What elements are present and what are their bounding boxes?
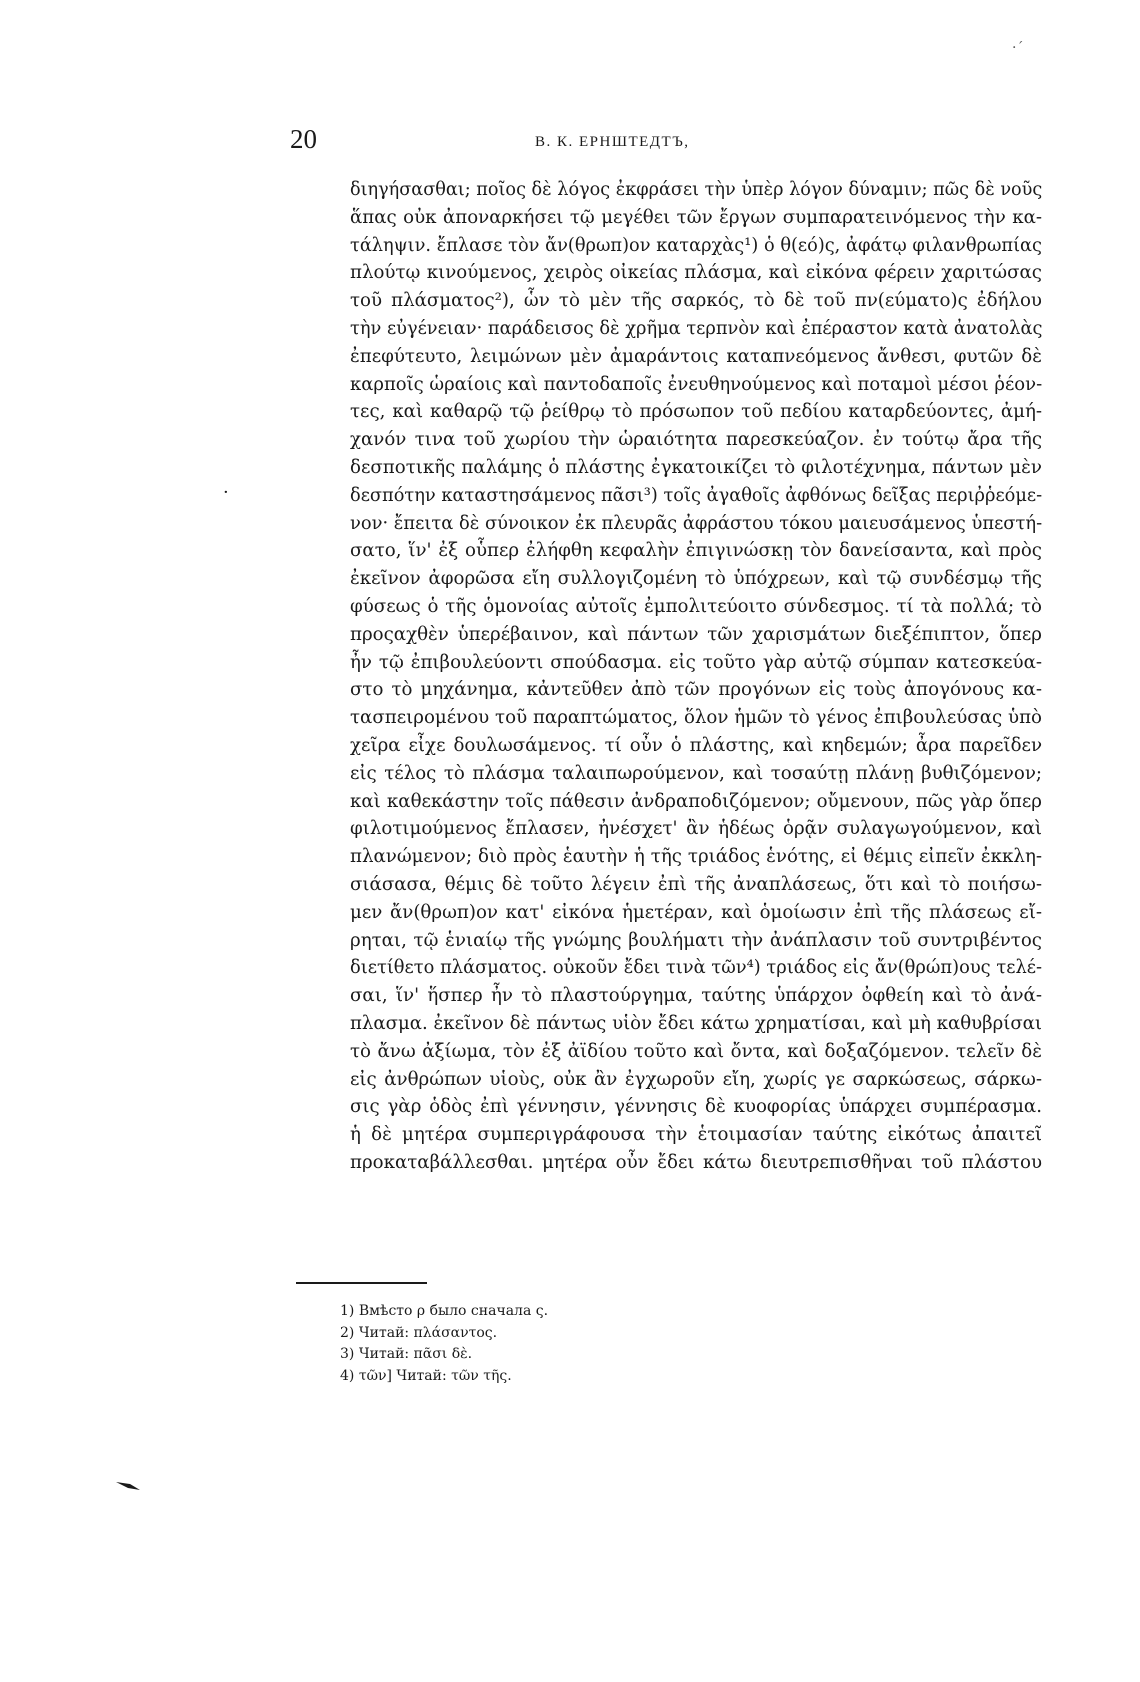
footnotes xyxy=(340,1301,548,1387)
text-line: πλασμα. ἐκεῖνον δὲ πάντως υἱὸν ἔδει κάτω χρηματίσαι, καὶ μὴ καθυβρίσαι xyxy=(350,1012,1043,1034)
text-line: μεν ἄν(θρωπ)ον κατ' εἰκόνα ἡμετέραν, καὶ ὁμοίωσιν ἐπὶ τῆς πλάσεως εἴ- xyxy=(350,901,1042,923)
page-number: 20 xyxy=(290,124,317,154)
text-line: χανόν τινα τοῦ χωρίου τὴν ὡραιότητα παρεσκεύαζον. ἐν τούτῳ ἄρα τῆς xyxy=(350,429,1042,451)
text-line: νον· ἔπειτα δὲ σύνοικον ἐκ πλευρᾶς ἀφράστου τόκου μαιευσάμενος ὑπεστή- xyxy=(350,512,1043,534)
text-line: ρηται, τῷ ἑνιαίῳ τῆς γνώμης βουλήματι τὴν ἀνάπλασιν τοῦ συντριβέντος xyxy=(350,929,1042,951)
text-line: ἡ δὲ μητέρα συμπεριγράφουσα τὴν ἑτοιμασίαν ταύτης εἰκότως ἀπαιτεῖ xyxy=(350,1124,1042,1146)
footnote: 4) τῶν] Читай: τῶν τῆς. xyxy=(340,1367,512,1384)
footnote: 2) Читай: πλάσαντος. xyxy=(340,1324,498,1341)
text-line: σατο, ἵν' ἐξ οὗπερ ἐλήφθη κεφαλὴν ἐπιγινώσκῃ τὸν δανείσαντα, καὶ πρὸς xyxy=(350,540,1042,562)
text-line: χεῖρα εἶχε δουλωσάμενος. τί οὖν ὁ πλάστης, καὶ κηδεμών; ἆρα παρεῖδεν xyxy=(350,734,1042,756)
text-line: διηγήσασθαι; ποῖος δὲ λόγος ἐκφράσει τὴν ὑπὲρ λόγον δύναμιν; πῶς δὲ νοῦς xyxy=(350,179,1043,200)
text-line: τες, καὶ καθαρῷ τῷ ῥείθρῳ τὸ πρόσωπον τοῦ πεδίου καταρδεύοντες, ἀμή- xyxy=(350,401,1042,423)
text-line: καὶ καθεκάστην τοῖς πάθεσιν ἀνδραποδιζόμενον; οὔμενουν, πῶς γὰρ ὅπερ xyxy=(350,790,1042,812)
text-line: φύσεως ὁ τῆς ὁμονοίας αὐτοῖς ἐμπολιτεύοιτο σύνδεσμος. τί τὰ πολλά; τὸ xyxy=(350,595,1042,617)
corner-mark: ·´ xyxy=(1012,40,1024,56)
text-line: ἅπας οὐκ ἀποναρκήσει τῷ μεγέθει τῶν ἔργων συμπαρατεινόμενος τὴν κα- xyxy=(350,206,1042,228)
text-line: σις γὰρ ὁδὸς ἐπὶ γέννησιν, γέννησις δὲ κυοφορίας ὑπάρχει συμπέρασμα. xyxy=(350,1096,1042,1118)
text-line: σιάσασα, θέμις δὲ τοῦτο λέγειν ἐπὶ τῆς ἀναπλάσεως, ὅτι καὶ τὸ ποιήσω- xyxy=(350,873,1042,895)
text-line: δεσποτικῆς παλάμης ὁ πλάστης ἐγκατοικίζει τὸ φιλοτέχνημα, πάντων μὲν xyxy=(350,456,1042,478)
text-line: προςαχθὲν ὑπερέβαινον, καὶ πάντων τῶν χαρισμάτων διεξέπιπτον, ὅπερ xyxy=(350,623,1042,645)
text-line: στο τὸ μηχάνημα, κἀντεῦθεν ἀπὸ τῶν προγόνων εἰς τοὺς ἀπογόνους κα- xyxy=(350,679,1042,701)
text-line: φιλοτιμούμενος ἔπλασεν, ἠνέσχετ' ἂν ἡδέως ὁρᾷν συλαγωγούμενον, καὶ xyxy=(350,818,1042,840)
text-line: εἰς ἀνθρώπων υἱοὺς, οὐκ ἂν ἐγχωροῦν εἴη, χωρίς γε σαρκώσεως, σάρκω- xyxy=(350,1068,1042,1090)
text-line: δεσπότην καταστησάμενος πᾶσι³) τοῖς ἀγαθοῖς ἀφθόνως δεῖξας περιῤῥεόμε- xyxy=(350,484,1043,506)
text-line: τοῦ πλάσματος²), ὧν τὸ μὲν τῆς σαρκός, τὸ δὲ τοῦ πν(εύματο)ς ἐδήλου xyxy=(350,290,1042,312)
text-line: εἰς τέλος τὸ πλάσμα ταλαιπωρούμενον, καὶ τοσαύτῃ πλάνῃ βυθιζόμενον; xyxy=(350,762,1042,784)
text-line: τὸ ἄνω ἀξίωμα, τὸν ἐξ ἀϊδίου τοῦτο καὶ ὄντα, καὶ δοξαζόμενον. τελεῖν δὲ xyxy=(350,1040,1042,1062)
text-line: τασπειρομένου τοῦ παραπτώματος, ὅλον ἡμῶν τὸ γένος ἐπιβουλεύσας ὑπὸ xyxy=(350,707,1042,729)
footnote: 1) Вмѣсто ρ было сначала ς. xyxy=(340,1303,549,1319)
text-line: ἦν τῷ ἐπιβουλεύοντι σπούδασμα. εἰς τοῦτο γὰρ αὐτῷ σύμπαν κατεσκεύα- xyxy=(350,651,1042,673)
text-line: προκαταβάλλεσθαι. μητέρα οὖν ἔδει κάτω διευτρεπισθῆναι τοῦ πλάστου xyxy=(350,1151,1042,1173)
footnote: 3) Читай: πᾶσι δὲ. xyxy=(340,1346,473,1362)
text-line: σαι, ἵν' ἥσπερ ἦν τὸ πλαστούργημα, ταύτης ὑπάρχον ὀφθείη καὶ τὸ ἀνά- xyxy=(350,985,1042,1007)
text-line: πλούτῳ κινούμενος, χειρὸς οἰκείας πλάσμα, καὶ εἰκόνα φέρειν χαριτώσας xyxy=(350,262,1042,284)
running-head: В. К. ЕРНШТЕДТЪ, xyxy=(535,134,690,150)
text-line: τὴν εὐγένειαν· παράδεισος δὲ χρῆμα τερπνὸν καὶ ἐπέραστον κατὰ ἀνατολὰς xyxy=(350,317,1043,339)
text-line: διετίθετο πλάσματος. οὐκοῦν ἔδει τινὰ τῶν⁴) τριάδος εἰς ἄν(θρώπ)ους τελέ- xyxy=(350,957,1043,979)
margin-mark: · xyxy=(223,482,229,503)
text-line: καρποῖς ὡραίοις καὶ παντοδαποῖς ἐνευθηνούμενος καὶ ποταμοὶ μέσοι ῥέον- xyxy=(350,373,1043,395)
text-line: ἐπεφύτευτο, λειμώνων μὲν ἀμαράντοις καταπνεόμενος ἄνθεσι, φυτῶν δὲ xyxy=(350,345,1042,367)
body-text xyxy=(350,176,1042,1177)
footnote-rule xyxy=(296,1282,427,1284)
text-line: τάληψιν. ἔπλασε τὸν ἄν(θρωπ)ον καταρχὰς¹) ὁ θ(εό)ς, ἀφάτῳ φιλανθρωπίας xyxy=(350,234,1042,256)
text-line: πλανώμενον; διὸ πρὸς ἑαυτὴν ἡ τῆς τριάδος ἑνότης, εἰ θέμις εἰπεῖν ἐκκλη- xyxy=(350,846,1042,868)
text-line: ἐκεῖνον ἀφορῶσα εἴη συλλογιζομένη τὸ ὑπόχρεων, καὶ τῷ συνδέσμῳ τῆς xyxy=(350,568,1042,590)
scan-mark-icon xyxy=(116,1481,140,1491)
